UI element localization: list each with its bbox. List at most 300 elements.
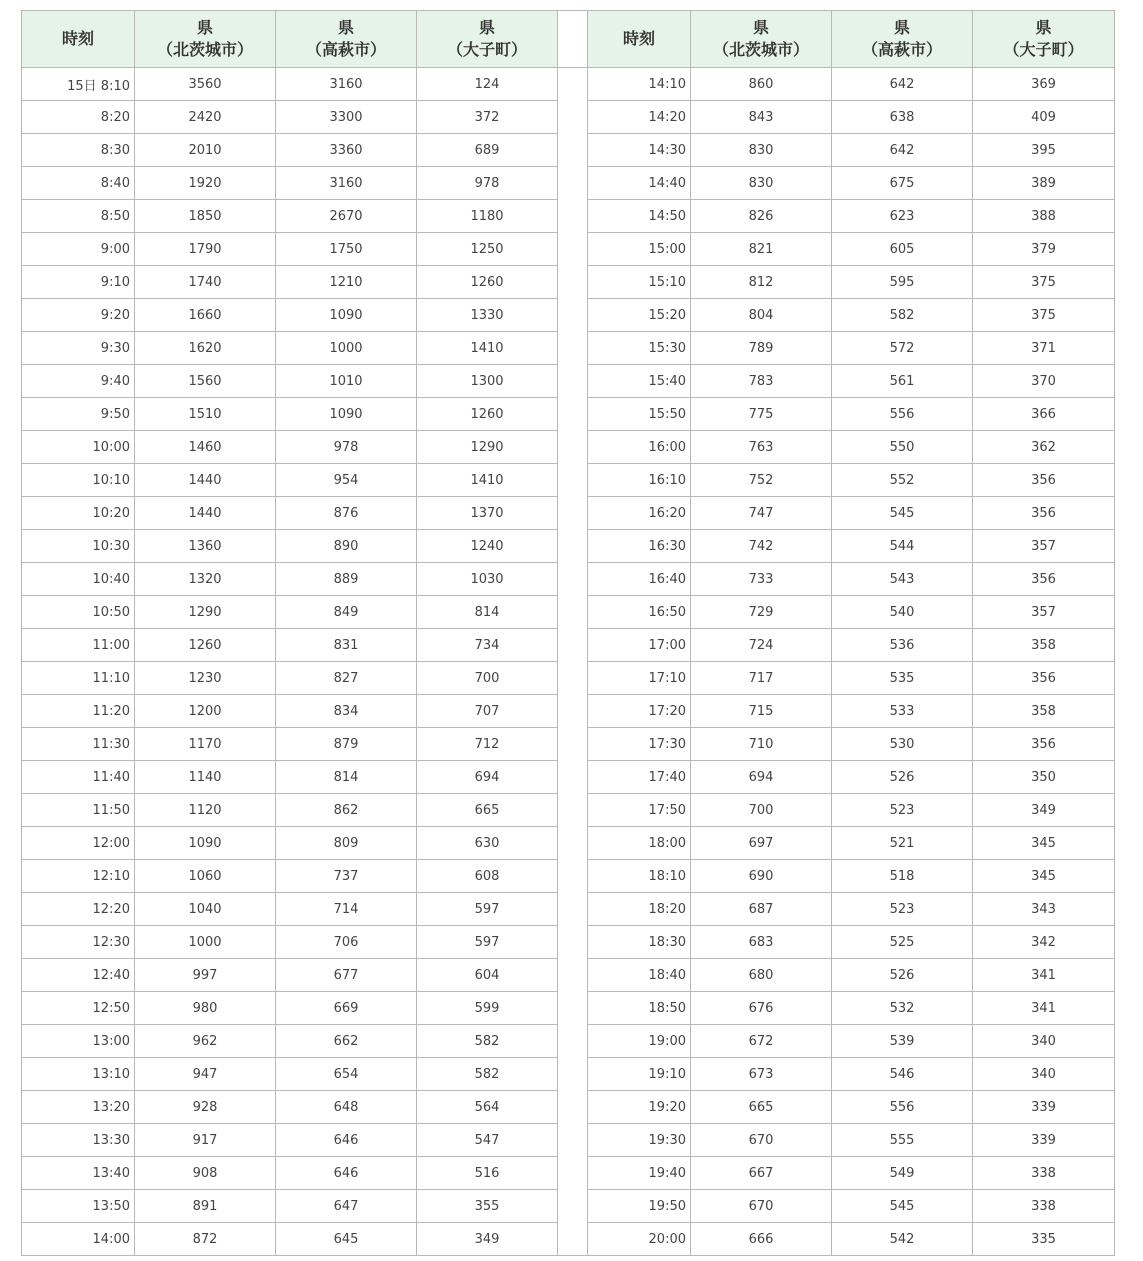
column-gap: [558, 398, 588, 431]
table-row: [22, 629, 1115, 662]
time-cell-right: 15:10: [588, 266, 691, 299]
kitaibaraki-value-right: 676: [691, 992, 832, 1025]
table-row: [22, 200, 1115, 233]
column-gap: [558, 992, 588, 1025]
time-cell-right: 17:50: [588, 794, 691, 827]
daigo-value-right: 366: [973, 398, 1115, 431]
daigo-value-left: 1240: [417, 530, 558, 563]
takahagi-value-right: 533: [832, 695, 973, 728]
kitaibaraki-value-right: 789: [691, 332, 832, 365]
takahagi-value-right: 582: [832, 299, 973, 332]
time-cell-left: 12:00: [22, 827, 135, 860]
time-cell-left: 11:00: [22, 629, 135, 662]
takahagi-value-left: 876: [276, 497, 417, 530]
kitaibaraki-value-left: 1320: [135, 563, 276, 596]
kitaibaraki-value-left: 997: [135, 959, 276, 992]
table-row: [22, 431, 1115, 464]
column-gap: [558, 827, 588, 860]
column-gap: [558, 1157, 588, 1190]
kitaibaraki-value-right: 666: [691, 1223, 832, 1256]
column-gap: [558, 167, 588, 200]
takahagi-value-right: 525: [832, 926, 973, 959]
daigo-value-left: 1330: [417, 299, 558, 332]
daigo-value-left: 712: [417, 728, 558, 761]
time-cell-left: 11:10: [22, 662, 135, 695]
daigo-value-left: 814: [417, 596, 558, 629]
time-cell-right: 15:00: [588, 233, 691, 266]
time-cell-right: 19:20: [588, 1091, 691, 1124]
daigo-value-right: 340: [973, 1058, 1115, 1091]
kitaibaraki-value-left: 917: [135, 1124, 276, 1157]
time-cell-right: 17:40: [588, 761, 691, 794]
table-row: [22, 1091, 1115, 1124]
table-body: [22, 68, 1115, 1256]
time-cell-right: 15:30: [588, 332, 691, 365]
daigo-value-right: 335: [973, 1223, 1115, 1256]
column-gap: [558, 629, 588, 662]
time-cell-left: 9:50: [22, 398, 135, 431]
kitaibaraki-value-left: 891: [135, 1190, 276, 1223]
table-row: [22, 827, 1115, 860]
time-cell-right: 19:50: [588, 1190, 691, 1223]
daigo-value-left: 1260: [417, 266, 558, 299]
time-cell-left: 10:10: [22, 464, 135, 497]
daigo-value-right: 338: [973, 1157, 1115, 1190]
time-cell-right: 19:40: [588, 1157, 691, 1190]
takahagi-value-left: 862: [276, 794, 417, 827]
takahagi-value-left: 669: [276, 992, 417, 1025]
takahagi-value-left: 1010: [276, 365, 417, 398]
table-row: [22, 860, 1115, 893]
kitaibaraki-value-left: 1850: [135, 200, 276, 233]
kitaibaraki-value-left: 1920: [135, 167, 276, 200]
kitaibaraki-value-right: 694: [691, 761, 832, 794]
takahagi-value-right: 530: [832, 728, 973, 761]
table-row: [22, 1190, 1115, 1223]
takahagi-value-left: 849: [276, 596, 417, 629]
header-time-right: 時刻: [588, 11, 691, 68]
column-gap: [558, 728, 588, 761]
header-takahagi-right: 県 （高萩市）: [832, 11, 973, 68]
column-gap: [558, 299, 588, 332]
takahagi-value-left: 3160: [276, 167, 417, 200]
daigo-value-right: 388: [973, 200, 1115, 233]
takahagi-value-right: 552: [832, 464, 973, 497]
takahagi-value-right: 675: [832, 167, 973, 200]
time-cell-right: 17:00: [588, 629, 691, 662]
kitaibaraki-value-right: 672: [691, 1025, 832, 1058]
column-gap: [558, 893, 588, 926]
kitaibaraki-value-right: 690: [691, 860, 832, 893]
kitaibaraki-value-left: 1090: [135, 827, 276, 860]
kitaibaraki-value-right: 830: [691, 134, 832, 167]
table-row: [22, 596, 1115, 629]
kitaibaraki-value-left: 1740: [135, 266, 276, 299]
time-cell-right: 15:20: [588, 299, 691, 332]
takahagi-value-right: 642: [832, 68, 973, 101]
daigo-value-left: 372: [417, 101, 558, 134]
kitaibaraki-value-right: 830: [691, 167, 832, 200]
takahagi-value-right: 543: [832, 563, 973, 596]
takahagi-value-right: 555: [832, 1124, 973, 1157]
time-cell-left: 12:20: [22, 893, 135, 926]
time-cell-left: 13:40: [22, 1157, 135, 1190]
table-row: [22, 1058, 1115, 1091]
takahagi-value-left: 662: [276, 1025, 417, 1058]
kitaibaraki-value-left: 1170: [135, 728, 276, 761]
daigo-value-right: 345: [973, 860, 1115, 893]
daigo-value-left: 1300: [417, 365, 558, 398]
takahagi-value-left: 646: [276, 1157, 417, 1190]
time-cell-right: 19:00: [588, 1025, 691, 1058]
daigo-value-right: 358: [973, 629, 1115, 662]
kitaibaraki-value-right: 670: [691, 1190, 832, 1223]
kitaibaraki-value-left: 1440: [135, 497, 276, 530]
daigo-value-right: 362: [973, 431, 1115, 464]
daigo-value-left: 355: [417, 1190, 558, 1223]
kitaibaraki-value-right: 673: [691, 1058, 832, 1091]
kitaibaraki-value-right: 697: [691, 827, 832, 860]
daigo-value-left: 689: [417, 134, 558, 167]
daigo-value-left: 608: [417, 860, 558, 893]
daigo-value-left: 700: [417, 662, 558, 695]
time-cell-right: 16:20: [588, 497, 691, 530]
daigo-value-right: 356: [973, 563, 1115, 596]
column-gap: [558, 761, 588, 794]
table-row: [22, 233, 1115, 266]
takahagi-value-right: 595: [832, 266, 973, 299]
takahagi-value-left: 814: [276, 761, 417, 794]
daigo-value-left: 597: [417, 893, 558, 926]
header-time-left: 時刻: [22, 11, 135, 68]
kitaibaraki-value-right: 667: [691, 1157, 832, 1190]
table-row: [22, 959, 1115, 992]
column-gap: [558, 662, 588, 695]
time-cell-right: 16:40: [588, 563, 691, 596]
table-row: [22, 464, 1115, 497]
header-kitaibaraki-right: 県 （北茨城市）: [691, 11, 832, 68]
time-cell-left: 10:50: [22, 596, 135, 629]
kitaibaraki-value-left: 962: [135, 1025, 276, 1058]
daigo-value-left: 1030: [417, 563, 558, 596]
daigo-value-right: 341: [973, 959, 1115, 992]
column-gap: [558, 497, 588, 530]
time-cell-left: 11:50: [22, 794, 135, 827]
takahagi-value-right: 605: [832, 233, 973, 266]
kitaibaraki-value-right: 775: [691, 398, 832, 431]
daigo-value-right: 341: [973, 992, 1115, 1025]
table-row: [22, 695, 1115, 728]
time-cell-left: 11:20: [22, 695, 135, 728]
time-cell-left: 8:30: [22, 134, 135, 167]
takahagi-value-left: 978: [276, 431, 417, 464]
daigo-value-left: 978: [417, 167, 558, 200]
time-cell-left: 14:00: [22, 1223, 135, 1256]
daigo-value-left: 597: [417, 926, 558, 959]
takahagi-value-left: 3160: [276, 68, 417, 101]
table-row: [22, 926, 1115, 959]
time-cell-left: 13:50: [22, 1190, 135, 1223]
kitaibaraki-value-left: 1460: [135, 431, 276, 464]
time-cell-right: 18:50: [588, 992, 691, 1025]
kitaibaraki-value-left: 980: [135, 992, 276, 1025]
time-cell-left: 12:40: [22, 959, 135, 992]
table-row: [22, 68, 1115, 101]
takahagi-value-left: 647: [276, 1190, 417, 1223]
time-cell-left: 9:00: [22, 233, 135, 266]
kitaibaraki-value-right: 665: [691, 1091, 832, 1124]
takahagi-value-left: 737: [276, 860, 417, 893]
kitaibaraki-value-left: 1790: [135, 233, 276, 266]
kitaibaraki-value-right: 729: [691, 596, 832, 629]
table-row: [22, 728, 1115, 761]
table-row: [22, 1124, 1115, 1157]
column-gap: [558, 1124, 588, 1157]
header-takahagi-left: 県 （高萩市）: [276, 11, 417, 68]
daigo-value-left: 1180: [417, 200, 558, 233]
kitaibaraki-value-left: 3560: [135, 68, 276, 101]
time-cell-left: 12:10: [22, 860, 135, 893]
takahagi-value-left: 1090: [276, 299, 417, 332]
kitaibaraki-value-right: 752: [691, 464, 832, 497]
column-gap: [558, 695, 588, 728]
takahagi-value-right: 623: [832, 200, 973, 233]
kitaibaraki-value-right: 683: [691, 926, 832, 959]
time-cell-left: 11:40: [22, 761, 135, 794]
daigo-value-right: 339: [973, 1124, 1115, 1157]
time-cell-right: 17:10: [588, 662, 691, 695]
daigo-value-left: 599: [417, 992, 558, 1025]
takahagi-value-left: 3300: [276, 101, 417, 134]
daigo-value-left: 1260: [417, 398, 558, 431]
takahagi-value-right: 545: [832, 497, 973, 530]
daigo-value-right: 369: [973, 68, 1115, 101]
takahagi-value-left: 714: [276, 893, 417, 926]
daigo-value-left: 547: [417, 1124, 558, 1157]
column-gap: [558, 266, 588, 299]
time-cell-right: 18:10: [588, 860, 691, 893]
column-gap: [558, 959, 588, 992]
column-gap: [558, 365, 588, 398]
column-gap: [558, 101, 588, 134]
table-row: [22, 563, 1115, 596]
column-gap: [558, 200, 588, 233]
time-cell-right: 18:40: [588, 959, 691, 992]
takahagi-value-right: 521: [832, 827, 973, 860]
column-gap: [558, 926, 588, 959]
takahagi-value-left: 648: [276, 1091, 417, 1124]
table-row: [22, 794, 1115, 827]
takahagi-value-left: 889: [276, 563, 417, 596]
kitaibaraki-value-left: 1000: [135, 926, 276, 959]
takahagi-value-left: 890: [276, 530, 417, 563]
takahagi-value-right: 523: [832, 893, 973, 926]
kitaibaraki-value-left: 1140: [135, 761, 276, 794]
takahagi-value-right: 518: [832, 860, 973, 893]
column-gap: [558, 431, 588, 464]
column-gap: [558, 563, 588, 596]
table-header-row: [22, 11, 1115, 68]
time-cell-left: 15日 8:10: [22, 68, 135, 101]
time-cell-right: 15:50: [588, 398, 691, 431]
kitaibaraki-value-right: 724: [691, 629, 832, 662]
table-row: [22, 530, 1115, 563]
table-row: [22, 266, 1115, 299]
daigo-value-right: 350: [973, 761, 1115, 794]
time-cell-right: 14:10: [588, 68, 691, 101]
kitaibaraki-value-left: 1260: [135, 629, 276, 662]
kitaibaraki-value-left: 872: [135, 1223, 276, 1256]
daigo-value-right: 389: [973, 167, 1115, 200]
column-gap: [558, 1025, 588, 1058]
takahagi-value-right: 523: [832, 794, 973, 827]
daigo-value-right: 339: [973, 1091, 1115, 1124]
daigo-value-left: 349: [417, 1223, 558, 1256]
daigo-value-right: 395: [973, 134, 1115, 167]
kitaibaraki-value-right: 687: [691, 893, 832, 926]
daigo-value-right: 357: [973, 530, 1115, 563]
time-cell-left: 13:10: [22, 1058, 135, 1091]
takahagi-value-left: 677: [276, 959, 417, 992]
takahagi-value-left: 645: [276, 1223, 417, 1256]
daigo-value-left: 1370: [417, 497, 558, 530]
time-cell-right: 16:50: [588, 596, 691, 629]
daigo-value-left: 1410: [417, 464, 558, 497]
daigo-value-right: 375: [973, 299, 1115, 332]
time-cell-left: 12:30: [22, 926, 135, 959]
column-gap: [558, 134, 588, 167]
table-row: [22, 101, 1115, 134]
table-row: [22, 893, 1115, 926]
column-gap: [558, 596, 588, 629]
time-cell-left: 8:20: [22, 101, 135, 134]
kitaibaraki-value-right: 747: [691, 497, 832, 530]
header-kitaibaraki-left: 県 （北茨城市）: [135, 11, 276, 68]
daigo-value-right: 345: [973, 827, 1115, 860]
time-cell-left: 13:00: [22, 1025, 135, 1058]
takahagi-value-right: 549: [832, 1157, 973, 1190]
column-gap: [558, 794, 588, 827]
takahagi-value-left: 654: [276, 1058, 417, 1091]
takahagi-value-left: 646: [276, 1124, 417, 1157]
takahagi-value-left: 706: [276, 926, 417, 959]
time-cell-left: 11:30: [22, 728, 135, 761]
takahagi-value-right: 556: [832, 1091, 973, 1124]
column-gap: [558, 530, 588, 563]
time-cell-right: 18:20: [588, 893, 691, 926]
daigo-value-left: 604: [417, 959, 558, 992]
radiation-table-container: [21, 10, 1115, 1256]
kitaibaraki-value-right: 700: [691, 794, 832, 827]
daigo-value-right: 371: [973, 332, 1115, 365]
kitaibaraki-value-left: 1360: [135, 530, 276, 563]
takahagi-value-right: 544: [832, 530, 973, 563]
table-row: [22, 992, 1115, 1025]
time-cell-left: 10:00: [22, 431, 135, 464]
daigo-value-left: 582: [417, 1025, 558, 1058]
kitaibaraki-value-left: 947: [135, 1058, 276, 1091]
takahagi-value-right: 642: [832, 134, 973, 167]
takahagi-value-left: 834: [276, 695, 417, 728]
kitaibaraki-value-right: 742: [691, 530, 832, 563]
daigo-value-right: 375: [973, 266, 1115, 299]
kitaibaraki-value-right: 733: [691, 563, 832, 596]
table-row: [22, 299, 1115, 332]
time-cell-right: 14:30: [588, 134, 691, 167]
header-daigo-right: 県 （大子町）: [973, 11, 1115, 68]
column-gap: [558, 233, 588, 266]
takahagi-value-left: 3360: [276, 134, 417, 167]
kitaibaraki-value-right: 812: [691, 266, 832, 299]
kitaibaraki-value-left: 908: [135, 1157, 276, 1190]
time-cell-left: 10:30: [22, 530, 135, 563]
time-cell-right: 15:40: [588, 365, 691, 398]
takahagi-value-right: 561: [832, 365, 973, 398]
takahagi-value-right: 542: [832, 1223, 973, 1256]
table-row: [22, 167, 1115, 200]
time-cell-right: 17:20: [588, 695, 691, 728]
takahagi-value-right: 526: [832, 959, 973, 992]
kitaibaraki-value-right: 763: [691, 431, 832, 464]
time-cell-left: 13:20: [22, 1091, 135, 1124]
kitaibaraki-value-left: 1060: [135, 860, 276, 893]
kitaibaraki-value-right: 821: [691, 233, 832, 266]
header-daigo-left: 県 （大子町）: [417, 11, 558, 68]
daigo-value-left: 582: [417, 1058, 558, 1091]
daigo-value-left: 1410: [417, 332, 558, 365]
time-cell-right: 16:10: [588, 464, 691, 497]
kitaibaraki-value-right: 717: [691, 662, 832, 695]
column-gap: [558, 68, 588, 101]
time-cell-left: 9:10: [22, 266, 135, 299]
time-cell-left: 10:40: [22, 563, 135, 596]
time-cell-left: 9:30: [22, 332, 135, 365]
kitaibaraki-value-left: 2010: [135, 134, 276, 167]
column-gap: [558, 11, 588, 68]
time-cell-right: 14:40: [588, 167, 691, 200]
kitaibaraki-value-left: 1440: [135, 464, 276, 497]
daigo-value-right: 356: [973, 464, 1115, 497]
daigo-value-right: 338: [973, 1190, 1115, 1223]
table-row: [22, 134, 1115, 167]
kitaibaraki-value-right: 715: [691, 695, 832, 728]
column-gap: [558, 860, 588, 893]
daigo-value-right: 340: [973, 1025, 1115, 1058]
takahagi-value-left: 1000: [276, 332, 417, 365]
takahagi-value-left: 879: [276, 728, 417, 761]
takahagi-value-right: 546: [832, 1058, 973, 1091]
time-cell-left: 8:50: [22, 200, 135, 233]
daigo-value-left: 630: [417, 827, 558, 860]
time-cell-right: 16:00: [588, 431, 691, 464]
takahagi-value-left: 1090: [276, 398, 417, 431]
daigo-value-right: 357: [973, 596, 1115, 629]
table-row: [22, 497, 1115, 530]
takahagi-value-right: 550: [832, 431, 973, 464]
time-cell-right: 14:20: [588, 101, 691, 134]
daigo-value-right: 356: [973, 662, 1115, 695]
time-cell-right: 19:30: [588, 1124, 691, 1157]
column-gap: [558, 332, 588, 365]
takahagi-value-right: 556: [832, 398, 973, 431]
kitaibaraki-value-left: 2420: [135, 101, 276, 134]
table-row: [22, 761, 1115, 794]
daigo-value-right: 356: [973, 497, 1115, 530]
kitaibaraki-value-left: 1230: [135, 662, 276, 695]
column-gap: [558, 1058, 588, 1091]
takahagi-value-left: 954: [276, 464, 417, 497]
daigo-value-right: 370: [973, 365, 1115, 398]
